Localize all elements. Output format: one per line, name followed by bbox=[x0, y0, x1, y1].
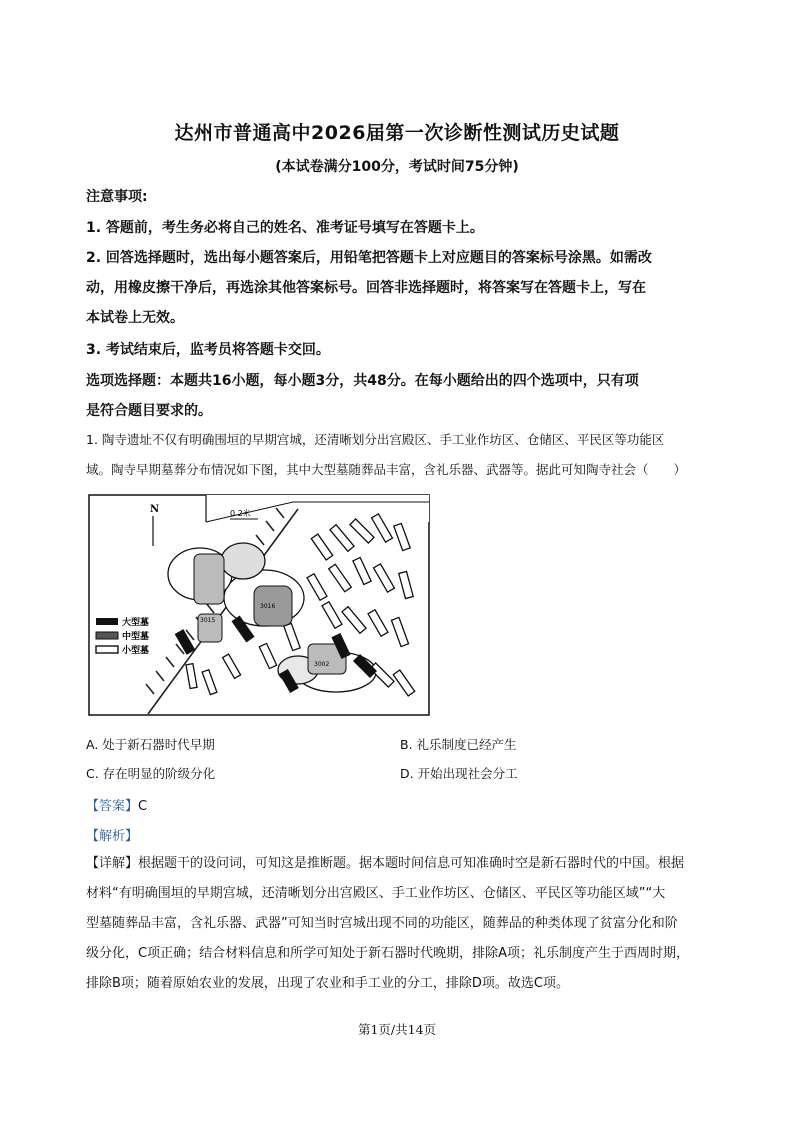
option-c[interactable]: C. 存在明显的阶级分化 bbox=[86, 766, 216, 781]
detail-line: 型墓随葬品丰富，含礼乐器、武器”可知当时宫城出现不同的功能区，随葬品的种类体现了贫富分化和阶 bbox=[86, 916, 678, 931]
scale-label: 0 2米 bbox=[230, 509, 251, 518]
exam-title: 达州市普通高中2026届第一次诊断性测试历史试题 bbox=[174, 122, 620, 144]
section-heading: 选项选择题：本题共16小题，每小题3分，共48分。在每小题给出的四个选项中，只有项 bbox=[86, 373, 639, 389]
answer-value: C bbox=[138, 799, 148, 814]
analysis-label: 【解析】 bbox=[86, 829, 139, 844]
legend-medium: 中型墓 bbox=[122, 632, 150, 642]
north-label: N bbox=[150, 504, 160, 515]
exam-subtitle: (本试卷满分100分，考试时间75分钟) bbox=[275, 159, 519, 175]
answer-label: 【答案】 bbox=[86, 799, 139, 814]
map-legend bbox=[96, 616, 149, 656]
option-b[interactable]: B. 礼乐制度已经产生 bbox=[400, 737, 517, 752]
detail-line: 材料“有明确围垣的早期宫城，还清晰划分出宫殿区、手工业作坊区、仓储区、平民区等功能区域”“大 bbox=[86, 886, 666, 901]
legend-small: 小型墓 bbox=[122, 646, 150, 656]
detail-text: 根据题干的设问词，可知这是推断题。据本题时间信息可知准确时空是新石器时代的中国。根据 bbox=[138, 856, 685, 871]
option-d[interactable]: D. 开始出现社会分工 bbox=[400, 766, 518, 781]
note-line: 动，用橡皮擦干净后，再选涂其他答案标号。回答非选择题时，将答案写在答题卡上，写在 bbox=[86, 280, 646, 296]
option-a[interactable]: A. 处于新石器时代早期 bbox=[86, 737, 215, 752]
page-footer: 第1页/共14页 bbox=[357, 1022, 437, 1037]
tomb-number: 3002 bbox=[314, 661, 330, 668]
legend-large: 大型墓 bbox=[122, 618, 150, 628]
tomb-number: 3015 bbox=[200, 617, 216, 624]
detail-line bbox=[86, 849, 736, 878]
question-stem: 1. 陶寺遗址不仅有明确围垣的早期宫城，还清晰划分出宫殿区、手工业作坊区、仓储区、平民区等功能区 bbox=[86, 432, 665, 447]
detail-line: 排除B项；随着原始农业的发展，出现了农业和手工业的分工，排除D项。故选C项。 bbox=[86, 976, 570, 991]
note-line: 2. 回答选择题时，选出每小题答案后，用铅笔把答题卡上对应题目的答案标号涂黑。如需改 bbox=[86, 250, 652, 266]
question-stem: 域。陶寺早期墓葬分布情况如下图，其中大型墓随葬品丰富，含礼乐器、武器等。据此可知陶寺社会（ ） bbox=[86, 462, 687, 477]
detail-line: 级分化，C项正确；结合材料信息和所学可知处于新石器时代晚期，排除A项；礼乐制度产生于西周时期， bbox=[86, 946, 689, 961]
section-heading: 是符合题目要求的。 bbox=[86, 403, 212, 419]
note-line: 本试卷上无效。 bbox=[86, 310, 184, 326]
note-line: 3. 考试结束后，监考员将答题卡交回。 bbox=[86, 342, 330, 358]
tomb-number: 3016 bbox=[260, 603, 276, 610]
notes-heading: 注意事项: bbox=[86, 189, 148, 205]
note-line: 1. 答题前，考生务必将自己的姓名、准考证号填写在答题卡上。 bbox=[86, 220, 484, 236]
answer-row bbox=[86, 795, 147, 814]
tomb-distribution-map bbox=[88, 494, 430, 716]
detail-label: 【详解】 bbox=[86, 856, 139, 871]
